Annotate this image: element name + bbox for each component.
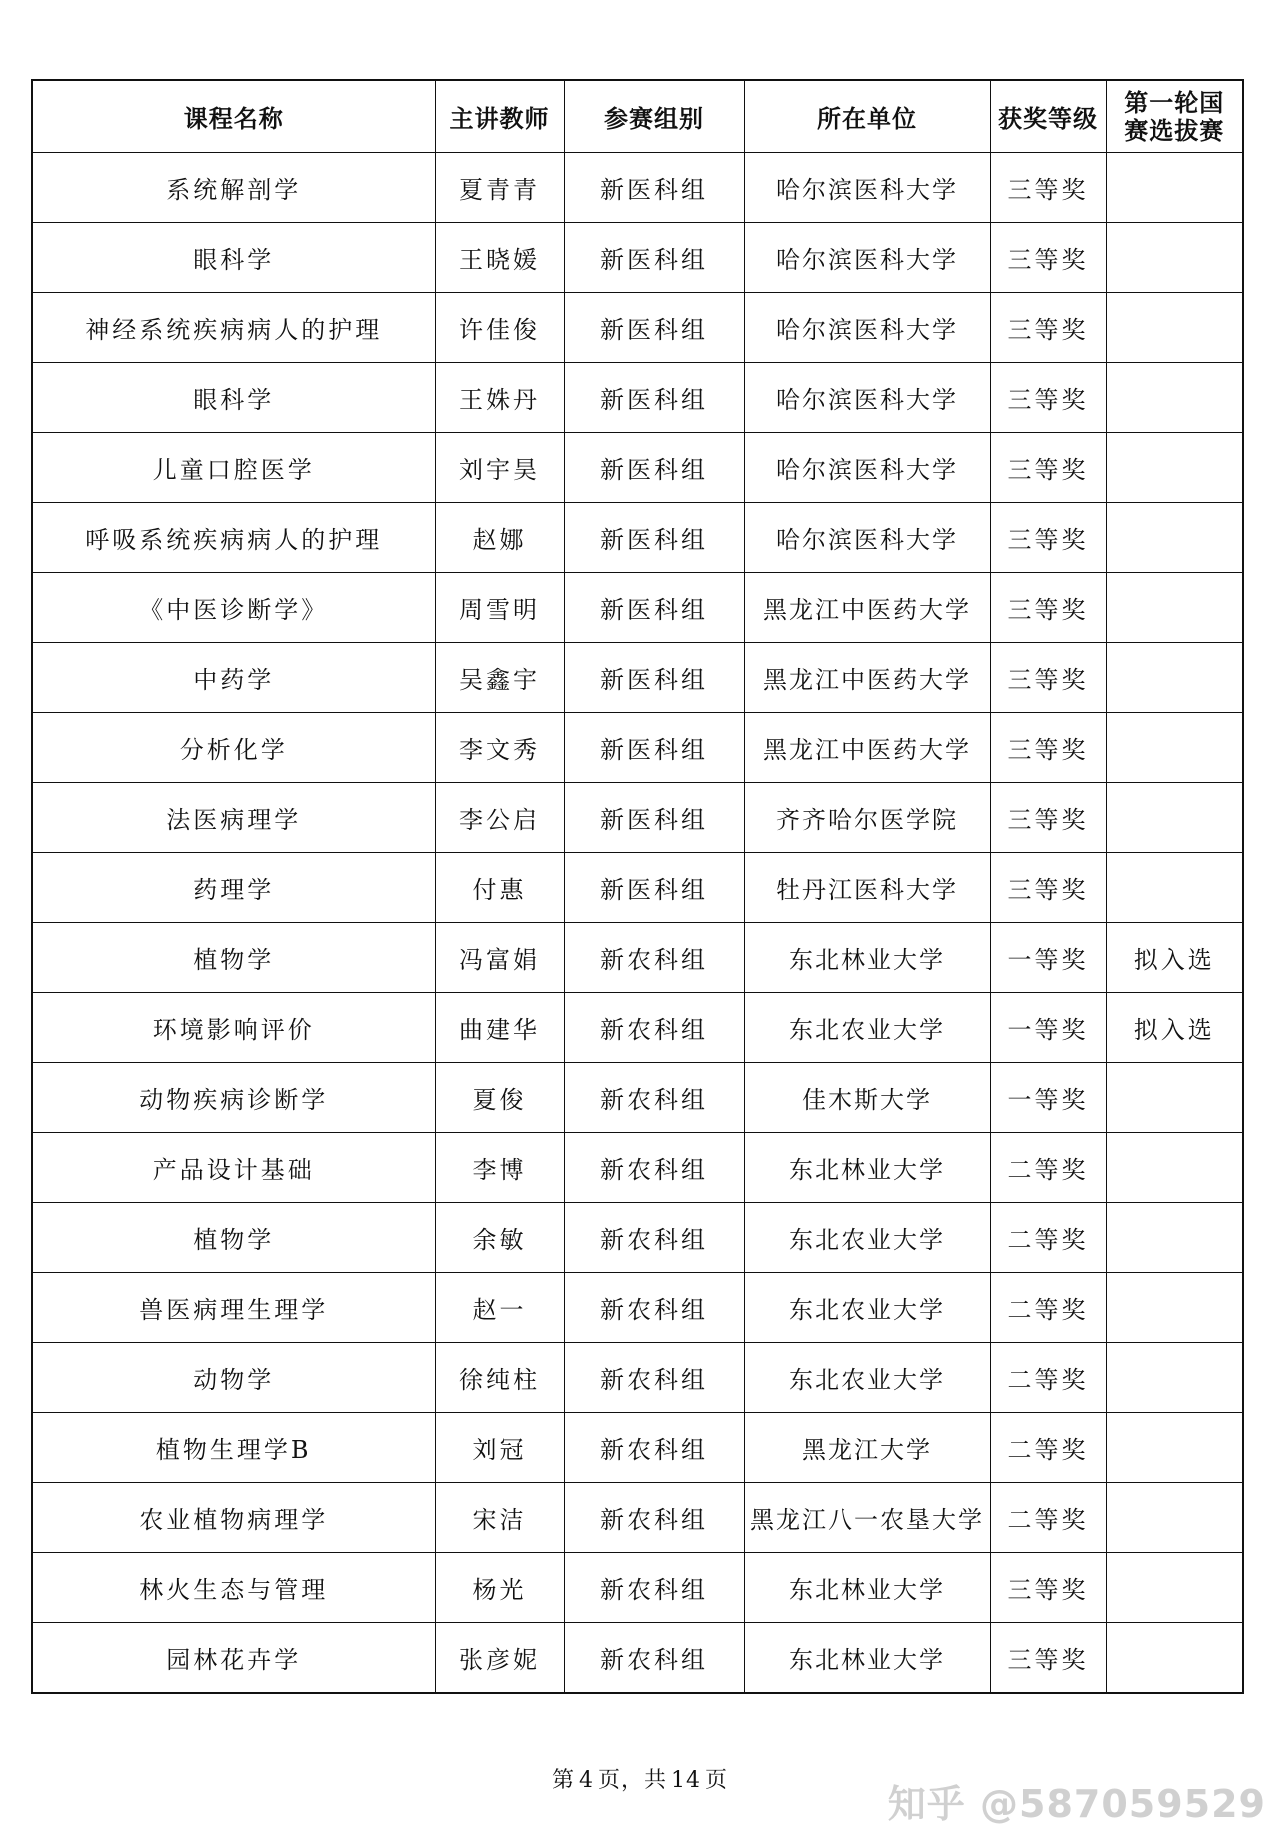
cell-award-level: 三等奖: [990, 1553, 1106, 1623]
cell-course-name: 环境影响评价: [32, 993, 435, 1063]
cell-national-selection: [1106, 363, 1243, 433]
cell-lead-teacher: 许佳俊: [435, 293, 564, 363]
cell-award-level: 二等奖: [990, 1273, 1106, 1343]
cell-institution: 黑龙江大学: [744, 1413, 990, 1483]
cell-institution: 黑龙江中医药大学: [744, 573, 990, 643]
table-row: [32, 293, 1243, 363]
cell-national-selection: [1106, 223, 1243, 293]
cell-competition-group: 新医科组: [564, 363, 744, 433]
cell-lead-teacher: 夏青青: [435, 153, 564, 223]
header-course-name: 课程名称: [32, 80, 435, 153]
cell-lead-teacher: 刘冠: [435, 1413, 564, 1483]
table-header-row: [32, 80, 1243, 153]
cell-lead-teacher: 赵一: [435, 1273, 564, 1343]
footer-total-pages: 14: [671, 1768, 701, 1793]
cell-institution: 东北林业大学: [744, 923, 990, 993]
cell-national-selection: [1106, 783, 1243, 853]
cell-lead-teacher: 吴鑫宇: [435, 643, 564, 713]
watermark: 知乎 @587059529: [887, 1782, 1266, 1826]
cell-competition-group: 新医科组: [564, 573, 744, 643]
cell-lead-teacher: 刘宇昊: [435, 433, 564, 503]
table-row: [32, 573, 1243, 643]
cell-award-level: 三等奖: [990, 293, 1106, 363]
cell-award-level: 二等奖: [990, 1133, 1106, 1203]
cell-award-level: 三等奖: [990, 223, 1106, 293]
cell-lead-teacher: 夏俊: [435, 1063, 564, 1133]
cell-course-name: 中药学: [32, 643, 435, 713]
cell-national-selection: [1106, 153, 1243, 223]
cell-competition-group: 新农科组: [564, 1133, 744, 1203]
cell-competition-group: 新医科组: [564, 153, 744, 223]
cell-course-name: 神经系统疾病病人的护理: [32, 293, 435, 363]
table-row: [32, 1133, 1243, 1203]
cell-award-level: 三等奖: [990, 153, 1106, 223]
cell-course-name: 药理学: [32, 853, 435, 923]
cell-lead-teacher: 杨光: [435, 1553, 564, 1623]
cell-institution: 哈尔滨医科大学: [744, 223, 990, 293]
cell-course-name: 农业植物病理学: [32, 1483, 435, 1553]
table-row: [32, 1273, 1243, 1343]
cell-award-level: 二等奖: [990, 1203, 1106, 1273]
cell-course-name: 林火生态与管理: [32, 1553, 435, 1623]
table-row: [32, 153, 1243, 223]
cell-course-name: 呼吸系统疾病病人的护理: [32, 503, 435, 573]
cell-national-selection: 拟入选: [1106, 993, 1243, 1063]
cell-award-level: 三等奖: [990, 853, 1106, 923]
cell-award-level: 三等奖: [990, 1623, 1106, 1694]
footer-mid: 页，共: [597, 1768, 667, 1793]
table-row: [32, 1483, 1243, 1553]
cell-competition-group: 新医科组: [564, 643, 744, 713]
cell-lead-teacher: 周雪明: [435, 573, 564, 643]
cell-national-selection: [1106, 1413, 1243, 1483]
table-row: [32, 1063, 1243, 1133]
cell-national-selection: [1106, 1203, 1243, 1273]
table-row: [32, 643, 1243, 713]
cell-institution: 东北农业大学: [744, 1343, 990, 1413]
footer-prefix: 第: [551, 1768, 575, 1793]
cell-national-selection: [1106, 1483, 1243, 1553]
table-row: [32, 783, 1243, 853]
cell-competition-group: 新农科组: [564, 923, 744, 993]
cell-national-selection: [1106, 1133, 1243, 1203]
cell-national-selection: 拟入选: [1106, 923, 1243, 993]
table-row: [32, 1343, 1243, 1413]
cell-course-name: 植物生理学B: [32, 1413, 435, 1483]
cell-course-name: 儿童口腔医学: [32, 433, 435, 503]
cell-award-level: 三等奖: [990, 503, 1106, 573]
cell-national-selection: [1106, 1063, 1243, 1133]
table-row: [32, 223, 1243, 293]
table-row: [32, 1203, 1243, 1273]
cell-national-selection: [1106, 503, 1243, 573]
cell-institution: 哈尔滨医科大学: [744, 293, 990, 363]
cell-competition-group: 新农科组: [564, 1553, 744, 1623]
cell-award-level: 三等奖: [990, 433, 1106, 503]
table-row: [32, 713, 1243, 783]
table-row: [32, 1413, 1243, 1483]
cell-lead-teacher: 付惠: [435, 853, 564, 923]
cell-award-level: 三等奖: [990, 363, 1106, 433]
cell-lead-teacher: 余敏: [435, 1203, 564, 1273]
cell-lead-teacher: 李博: [435, 1133, 564, 1203]
cell-institution: 东北林业大学: [744, 1133, 990, 1203]
cell-lead-teacher: 徐纯柱: [435, 1343, 564, 1413]
cell-competition-group: 新农科组: [564, 1413, 744, 1483]
cell-institution: 哈尔滨医科大学: [744, 433, 990, 503]
cell-course-name: 动物疾病诊断学: [32, 1063, 435, 1133]
cell-institution: 哈尔滨医科大学: [744, 363, 990, 433]
cell-lead-teacher: 王姝丹: [435, 363, 564, 433]
cell-award-level: 二等奖: [990, 1413, 1106, 1483]
table-body: [32, 153, 1243, 1694]
cell-competition-group: 新农科组: [564, 1063, 744, 1133]
cell-competition-group: 新医科组: [564, 223, 744, 293]
cell-course-name: 兽医病理生理学: [32, 1273, 435, 1343]
cell-national-selection: [1106, 1343, 1243, 1413]
awards-table: [31, 79, 1244, 1694]
cell-award-level: 三等奖: [990, 573, 1106, 643]
table-row: [32, 1553, 1243, 1623]
cell-course-name: 产品设计基础: [32, 1133, 435, 1203]
cell-competition-group: 新农科组: [564, 1343, 744, 1413]
cell-competition-group: 新农科组: [564, 1483, 744, 1553]
cell-award-level: 一等奖: [990, 1063, 1106, 1133]
cell-lead-teacher: 曲建华: [435, 993, 564, 1063]
cell-competition-group: 新医科组: [564, 783, 744, 853]
cell-institution: 东北林业大学: [744, 1623, 990, 1694]
footer-page-number: 4: [578, 1768, 594, 1793]
cell-award-level: 三等奖: [990, 783, 1106, 853]
header-award-level: 获奖等级: [990, 80, 1106, 153]
cell-institution: 哈尔滨医科大学: [744, 503, 990, 573]
cell-competition-group: 新农科组: [564, 993, 744, 1063]
cell-course-name: 眼科学: [32, 223, 435, 293]
cell-lead-teacher: 冯富娟: [435, 923, 564, 993]
cell-institution: 黑龙江八一农垦大学: [744, 1483, 990, 1553]
cell-competition-group: 新农科组: [564, 1203, 744, 1273]
cell-course-name: 分析化学: [32, 713, 435, 783]
header-national-selection: 第一轮国赛选拔赛: [1106, 80, 1243, 153]
cell-award-level: 一等奖: [990, 923, 1106, 993]
cell-competition-group: 新医科组: [564, 853, 744, 923]
table-row: [32, 363, 1243, 433]
table-row: [32, 433, 1243, 503]
cell-national-selection: [1106, 1273, 1243, 1343]
cell-national-selection: [1106, 573, 1243, 643]
cell-national-selection: [1106, 433, 1243, 503]
cell-lead-teacher: 李文秀: [435, 713, 564, 783]
table-row: [32, 853, 1243, 923]
cell-institution: 东北农业大学: [744, 1203, 990, 1273]
cell-institution: 东北林业大学: [744, 1553, 990, 1623]
table-row: [32, 1623, 1243, 1694]
cell-institution: 佳木斯大学: [744, 1063, 990, 1133]
cell-institution: 东北农业大学: [744, 993, 990, 1063]
cell-award-level: 一等奖: [990, 993, 1106, 1063]
cell-course-name: 植物学: [32, 1203, 435, 1273]
cell-competition-group: 新医科组: [564, 713, 744, 783]
cell-institution: 黑龙江中医药大学: [744, 713, 990, 783]
cell-institution: 牡丹江医科大学: [744, 853, 990, 923]
cell-national-selection: [1106, 643, 1243, 713]
cell-course-name: 眼科学: [32, 363, 435, 433]
table-row: [32, 503, 1243, 573]
cell-award-level: 三等奖: [990, 713, 1106, 783]
cell-course-name: 植物学: [32, 923, 435, 993]
cell-competition-group: 新农科组: [564, 1273, 744, 1343]
cell-national-selection: [1106, 853, 1243, 923]
cell-course-name: 法医病理学: [32, 783, 435, 853]
table-row: [32, 923, 1243, 993]
cell-national-selection: [1106, 1623, 1243, 1694]
table-row: [32, 993, 1243, 1063]
cell-lead-teacher: 王晓媛: [435, 223, 564, 293]
cell-course-name: 动物学: [32, 1343, 435, 1413]
cell-lead-teacher: 张彦妮: [435, 1623, 564, 1694]
cell-course-name: 《中医诊断学》: [32, 573, 435, 643]
cell-award-level: 三等奖: [990, 643, 1106, 713]
cell-competition-group: 新农科组: [564, 1623, 744, 1694]
cell-national-selection: [1106, 293, 1243, 363]
cell-lead-teacher: 赵娜: [435, 503, 564, 573]
header-lead-teacher: 主讲教师: [435, 80, 564, 153]
cell-lead-teacher: 宋洁: [435, 1483, 564, 1553]
cell-institution: 齐齐哈尔医学院: [744, 783, 990, 853]
header-institution: 所在单位: [744, 80, 990, 153]
cell-competition-group: 新医科组: [564, 433, 744, 503]
footer-suffix: 页: [705, 1768, 729, 1793]
cell-course-name: 园林花卉学: [32, 1623, 435, 1694]
cell-award-level: 二等奖: [990, 1483, 1106, 1553]
cell-competition-group: 新医科组: [564, 293, 744, 363]
cell-lead-teacher: 李公启: [435, 783, 564, 853]
cell-institution: 哈尔滨医科大学: [744, 153, 990, 223]
cell-institution: 黑龙江中医药大学: [744, 643, 990, 713]
cell-course-name: 系统解剖学: [32, 153, 435, 223]
header-competition-group: 参赛组别: [564, 80, 744, 153]
cell-competition-group: 新医科组: [564, 503, 744, 573]
cell-institution: 东北农业大学: [744, 1273, 990, 1343]
cell-national-selection: [1106, 713, 1243, 783]
cell-award-level: 二等奖: [990, 1343, 1106, 1413]
cell-national-selection: [1106, 1553, 1243, 1623]
